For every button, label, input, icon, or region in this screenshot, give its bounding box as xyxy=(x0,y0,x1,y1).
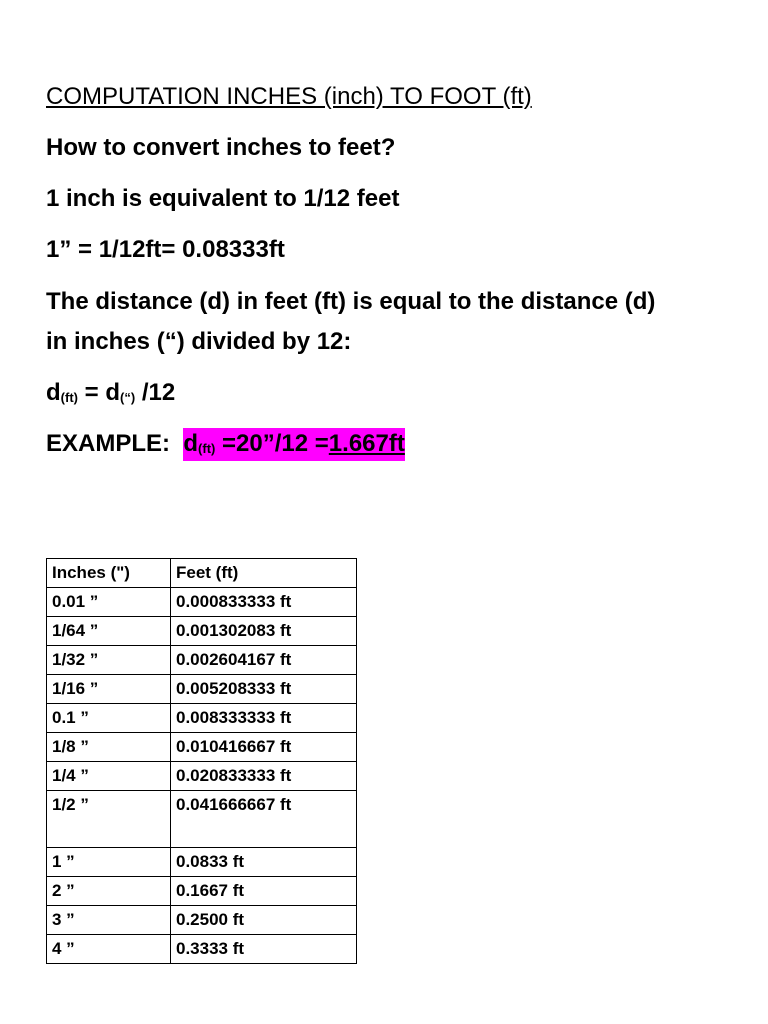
question-text: How to convert inches to feet? xyxy=(46,134,396,161)
example xyxy=(46,432,405,456)
example-d-subscript: (ft) xyxy=(198,441,216,456)
formula-lhs: d xyxy=(46,379,61,406)
table-row xyxy=(47,588,357,617)
table-header-feet: Feet (ft) xyxy=(171,559,357,588)
conversion-table xyxy=(46,558,357,964)
table-cell-feet: 0.2500 ft xyxy=(171,906,357,935)
table-cell-feet: 0.1667 ft xyxy=(171,877,357,906)
example-result: 1.667ft xyxy=(328,430,405,457)
table-cell-feet: 0.005208333 ft xyxy=(171,675,357,704)
table-row xyxy=(47,906,357,935)
table-cell-inches: 4 ” xyxy=(47,935,171,964)
table-cell-feet: 0.008333333 ft xyxy=(171,704,357,733)
shorthand-text: 1” = 1/12ft= 0.08333ft xyxy=(46,236,285,263)
table-row xyxy=(47,617,357,646)
table-cell-feet: 0.3333 ft xyxy=(171,935,357,964)
table-cell-inches: 1/32 ” xyxy=(47,646,171,675)
table-cell-inches: 2 ” xyxy=(47,877,171,906)
table-cell-inches: 1/4 ” xyxy=(47,762,171,791)
formula xyxy=(46,381,175,405)
formula-eq: = d xyxy=(78,379,121,406)
table-row xyxy=(47,646,357,675)
table-cell-inches: 0.1 ” xyxy=(47,704,171,733)
table-row xyxy=(47,935,357,964)
table-cell-inches: 3 ” xyxy=(47,906,171,935)
table-header-inches: Inches (") xyxy=(47,559,171,588)
table-cell-inches: 1/8 ” xyxy=(47,733,171,762)
table-cell-feet: 0.001302083 ft xyxy=(171,617,357,646)
table-cell-feet: 0.041666667 ft xyxy=(171,791,357,848)
formula-rhs-subscript: (“) xyxy=(120,390,136,405)
table-row xyxy=(47,675,357,704)
table-header-row xyxy=(47,559,357,588)
example-expression: =20”/12 = xyxy=(215,430,329,457)
table-cell-inches: 0.01 ” xyxy=(47,588,171,617)
example-highlight xyxy=(183,428,404,461)
table-cell-feet: 0.0833 ft xyxy=(171,848,357,877)
table-row xyxy=(47,877,357,906)
page-title: COMPUTATION INCHES (inch) TO FOOT (ft) xyxy=(46,83,532,110)
formula-rhs: /12 xyxy=(135,379,176,406)
equivalence-text: 1 inch is equivalent to 1/12 feet xyxy=(46,185,400,212)
table-cell-inches: 1/64 ” xyxy=(47,617,171,646)
table-row xyxy=(47,733,357,762)
explanation-line-1: The distance (d) in feet (ft) is equal to the distance (d) xyxy=(46,288,656,315)
example-d: d xyxy=(183,430,199,457)
table-row xyxy=(47,848,357,877)
table-row xyxy=(47,762,357,791)
table-cell-feet: 0.002604167 ft xyxy=(171,646,357,675)
table-cell-feet: 0.010416667 ft xyxy=(171,733,357,762)
example-label: EXAMPLE: xyxy=(46,430,171,457)
table-cell-inches: 1/16 ” xyxy=(47,675,171,704)
table-cell-inches: 1 ” xyxy=(47,848,171,877)
table-cell-feet: 0.020833333 ft xyxy=(171,762,357,791)
table-cell-inches: 1/2 ” xyxy=(47,791,171,848)
formula-lhs-subscript: (ft) xyxy=(60,390,78,405)
table-row xyxy=(47,704,357,733)
conversion-table-body xyxy=(47,559,357,964)
table-cell-feet: 0.000833333 ft xyxy=(171,588,357,617)
table-row xyxy=(47,791,357,848)
explanation-line-2: in inches (“) divided by 12: xyxy=(46,328,352,355)
